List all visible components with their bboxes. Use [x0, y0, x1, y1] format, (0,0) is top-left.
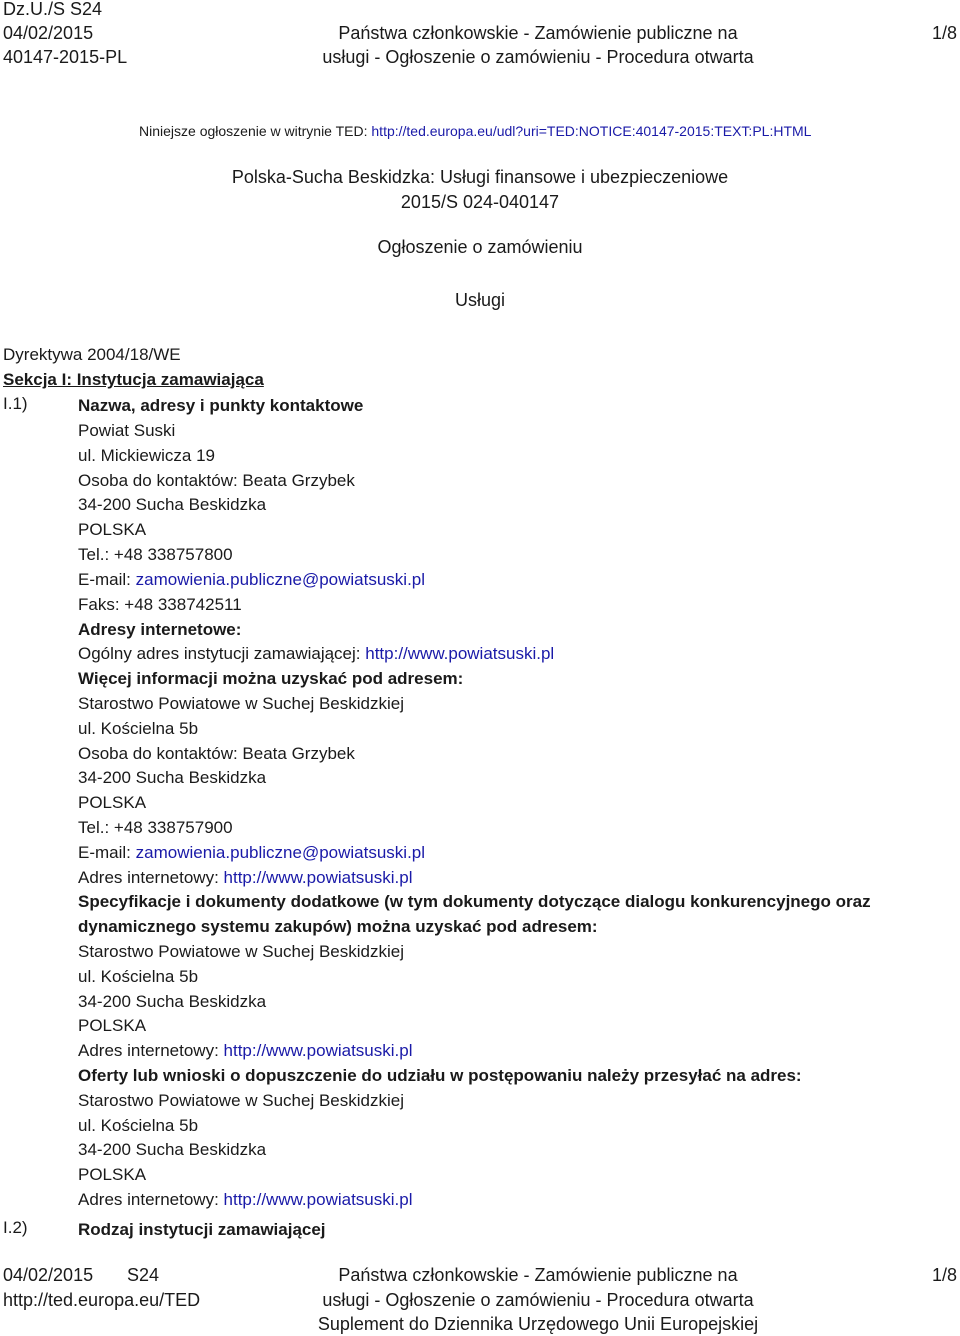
offers-web-link[interactable]: http://www.powiatsuski.pl	[223, 1190, 413, 1209]
spec-web-link[interactable]: http://www.powiatsuski.pl	[223, 1041, 413, 1060]
phone-label: Tel.:	[78, 545, 114, 564]
notice-number: 2015/S 024-040147	[400, 192, 560, 212]
ted-link-line	[139, 123, 811, 139]
city: 34-200 Sucha Beskidzka	[78, 495, 267, 514]
offers-city: 34-200 Sucha Beskidzka	[78, 1140, 267, 1159]
header-page: 1/8	[931, 23, 957, 43]
header-title-line2: usługi - Ogłoszenie o zamówieniu - Procedura otwarta	[322, 47, 754, 67]
country: POLSKA	[78, 520, 147, 539]
fax-value: +48 338742511	[124, 595, 242, 614]
section-1-1-number: I.1)	[3, 394, 28, 413]
street: ul. Mickiewicza 19	[78, 446, 215, 465]
more-info-contact: Osoba do kontaktów: Beata Grzybek	[78, 744, 355, 763]
footer-site: http://ted.europa.eu/TED	[3, 1290, 201, 1310]
spec-web-label: Adres internetowy:	[78, 1041, 224, 1060]
spec-heading-line2: dynamicznego systemu zakupów) można uzyskać pod adresem:	[78, 917, 598, 936]
footer-title-line2: usługi - Ogłoszenie o zamówieniu - Procedura otwarta	[322, 1290, 754, 1310]
footer-date: 04/02/2015	[3, 1265, 94, 1285]
section-title: Sekcja I: Instytucja zamawiająca	[3, 370, 264, 389]
header-date: 04/02/2015	[3, 23, 94, 43]
fax-label: Faks:	[78, 595, 125, 614]
notice-title: Polska-Sucha Beskidzka: Usługi finansowe i ubezpieczeniowe	[231, 167, 729, 187]
more-info-phone-label: Tel.:	[78, 818, 114, 837]
more-info-email-label: E-mail:	[78, 843, 136, 862]
contracting-authority-name: Powiat Suski	[78, 421, 176, 440]
directive: Dyrektywa 2004/18/WE	[3, 345, 181, 364]
fax	[78, 593, 242, 617]
spec-name: Starostwo Powiatowe w Suchej Beskidzkiej	[78, 942, 404, 961]
section-1-2-number: I.2)	[3, 1218, 28, 1237]
spec-heading-line1: Specyfikacje i dokumenty dodatkowe (w tym dokumenty dotyczące dialogu konkurencyjnego oraz	[78, 892, 871, 911]
email-label: E-mail:	[78, 570, 136, 589]
general-address-link[interactable]: http://www.powiatsuski.pl	[365, 644, 555, 663]
general-address	[78, 642, 554, 666]
spec-country: POLSKA	[78, 1016, 147, 1035]
more-info-name: Starostwo Powiatowe w Suchej Beskidzkiej	[78, 694, 404, 713]
spec-city: 34-200 Sucha Beskidzka	[78, 992, 267, 1011]
footer-title-line1: Państwa członkowskie - Zamówienie publiczne na	[338, 1265, 738, 1285]
header-title-line1: Państwa członkowskie - Zamówienie publiczne na	[338, 23, 738, 43]
header-notice-id: 40147-2015-PL	[3, 47, 128, 67]
more-info-street: ul. Kościelna 5b	[78, 719, 199, 738]
offers-street: ul. Kościelna 5b	[78, 1116, 199, 1135]
email	[78, 568, 425, 592]
footer-page: 1/8	[931, 1265, 957, 1285]
more-info-city: 34-200 Sucha Beskidzka	[78, 768, 267, 787]
offers-web-label: Adres internetowy:	[78, 1190, 224, 1209]
internet-addresses-heading: Adresy internetowe:	[78, 620, 242, 639]
ted-link-prefix: Niniejsze ogłoszenie w witrynie TED:	[139, 123, 372, 139]
more-info-heading: Więcej informacji można uzyskać pod adresem:	[78, 669, 464, 688]
more-info-phone-value: +48 338757900	[113, 818, 233, 837]
header-journal: Dz.U./S S24	[3, 0, 103, 19]
phone	[78, 543, 233, 567]
phone-value: +48 338757800	[113, 545, 233, 564]
spec-web	[78, 1039, 412, 1063]
more-info-phone	[78, 816, 233, 840]
section-1-2-heading: Rodzaj instytucji zamawiającej	[78, 1220, 326, 1239]
more-info-email	[78, 841, 425, 865]
general-address-label: Ogólny adres instytucji zamawiającej:	[78, 644, 366, 663]
offers-name: Starostwo Powiatowe w Suchej Beskidzkiej	[78, 1091, 404, 1110]
more-info-web	[78, 866, 412, 890]
contact-person: Osoba do kontaktów: Beata Grzybek	[78, 471, 355, 490]
notice-type: Ogłoszenie o zamówieniu	[377, 237, 583, 257]
offers-heading: Oferty lub wnioski o dopuszczenie do udziału w postępowaniu należy przesyłać na adres:	[78, 1066, 802, 1085]
footer-series: S24	[127, 1265, 160, 1285]
offers-web	[78, 1188, 412, 1212]
offers-country: POLSKA	[78, 1165, 147, 1184]
more-info-web-link[interactable]: http://www.powiatsuski.pl	[223, 868, 413, 887]
email-link[interactable]: zamowienia.publiczne@powiatsuski.pl	[135, 570, 426, 589]
ted-link[interactable]: http://ted.europa.eu/udl?uri=TED:NOTICE:40147-2015:TEXT:PL:HTML	[371, 123, 812, 139]
footer-supplement: Suplement do Dziennika Urzędowego Unii Europejskiej	[317, 1314, 759, 1334]
spec-street: ul. Kościelna 5b	[78, 967, 199, 986]
more-info-country: POLSKA	[78, 793, 147, 812]
more-info-email-link[interactable]: zamowienia.publiczne@powiatsuski.pl	[135, 843, 426, 862]
section-1-1-heading: Nazwa, adresy i punkty kontaktowe	[78, 396, 364, 415]
notice-category: Usługi	[454, 290, 506, 310]
more-info-web-label: Adres internetowy:	[78, 868, 224, 887]
